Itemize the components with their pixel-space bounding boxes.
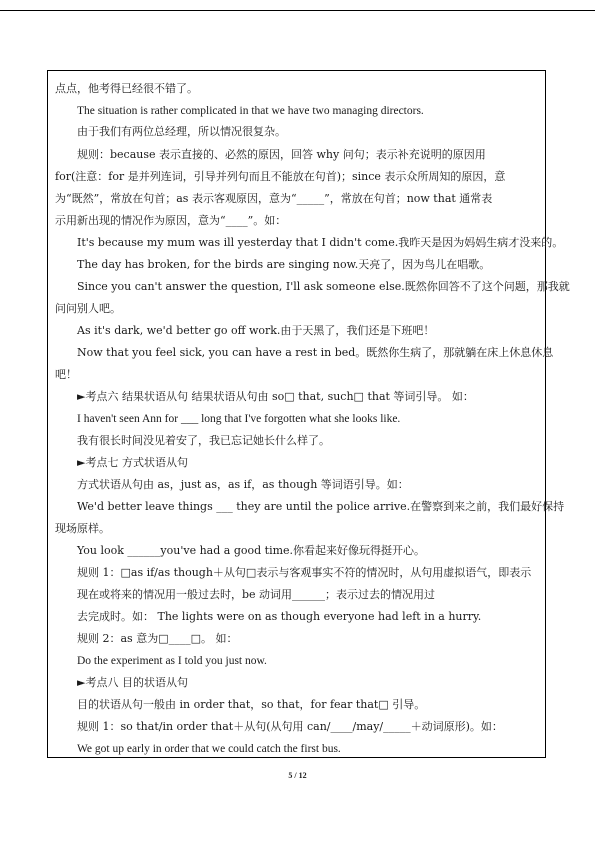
text-line: 去完成时。如： The lights were on as though everyone had left in a hurry. <box>77 610 482 623</box>
text-line: for(注意：for 是并列连词，引导并列句而且不能放在句首)；since 表示众所周知的原因，意 <box>55 170 506 183</box>
text-line: 我有很长时间没见着安了，我已忘记她长什么样了。 <box>77 434 330 447</box>
text-line: I haven't seen Ann for ___ long that I've forgotten what she looks like. <box>77 413 401 425</box>
text-line: 吧！ <box>55 368 77 381</box>
text-line: It's because my mum was ill yesterday that I didn't come.我昨天是因为妈妈生病才没来的。 <box>77 236 564 249</box>
text-line: 点点，他考得已经很不错了。 <box>55 82 198 95</box>
text-line: The day has broken, for the birds are singing now.天亮了，因为鸟儿在唱歌。 <box>77 258 491 271</box>
text-line: 规则：because 表示直接的、必然的原因，回答 why 问句；表示补充说明的原因用 <box>77 148 486 161</box>
text-line: 规则 1：□as if/as though＋从句□表示与客观事实不符的情况时，从句用虚拟语气，即表示 <box>77 566 532 579</box>
content-box <box>47 70 570 758</box>
text-line: We got up early in order that we could catch the first bus. <box>77 743 341 755</box>
section-heading: ►考点八 目的状语从句 <box>77 676 188 689</box>
text-line: Since you can't answer the question, I'll ask someone else.既然你回答不了这个问题，那我就 <box>77 280 570 293</box>
text-line: You look ______you've had a good time.你看起来好像玩得挺开心。 <box>77 544 426 557</box>
text-line: 现在或将来的情况用一般过去时，be 动词用______；表示过去的情况用过 <box>77 588 436 601</box>
section-heading: ►考点七 方式状语从句 <box>77 456 188 469</box>
header-rule <box>0 10 595 11</box>
text-line: 规则 2：as 意为□____□。 如： <box>77 632 238 645</box>
text-line: 问问别人吧。 <box>55 302 121 315</box>
text-line: Now that you feel sick, you can have a rest in bed。既然你生病了，那就躺在床上休息休息 <box>77 346 554 359</box>
section-heading: ►考点六 结果状语从句 结果状语从句由 so□ that, such□ that 等词引导。 如： <box>77 390 474 403</box>
text-line: 由于我们有两位总经理，所以情况很复杂。 <box>77 125 286 138</box>
text-line: As it's dark, we'd better go off work.由于天黑了，我们还是下班吧！ <box>77 324 435 337</box>
text-line: 目的状语从句一般由 in order that，so that，for fear that□ 引导。 <box>77 698 426 711</box>
text-line: 示用新出现的情况作为原因，意为“____”。如： <box>55 214 287 227</box>
text-line: The situation is rather complicated in that we have two managing directors. <box>77 105 424 117</box>
text-line: 方式状语从句由 as，just as，as if，as though 等词语引导。如： <box>77 478 409 491</box>
text-line: 现场原样。 <box>55 522 110 535</box>
text-line: 规则 1：so that/in order that＋从句(从句用 can/____/may/_____＋动词原形)。如： <box>77 720 503 733</box>
text-line: 为“既然”，常放在句首；as 表示客观原因，意为“_____”，常放在句首；now that 通常表 <box>55 192 493 205</box>
text-line: Do the experiment as I told you just now. <box>77 655 267 667</box>
page-number: 5 / 12 <box>288 771 307 780</box>
text-line: We'd better leave things ___ they are until the police arrive.在警察到来之前，我们最好保持 <box>77 500 565 513</box>
